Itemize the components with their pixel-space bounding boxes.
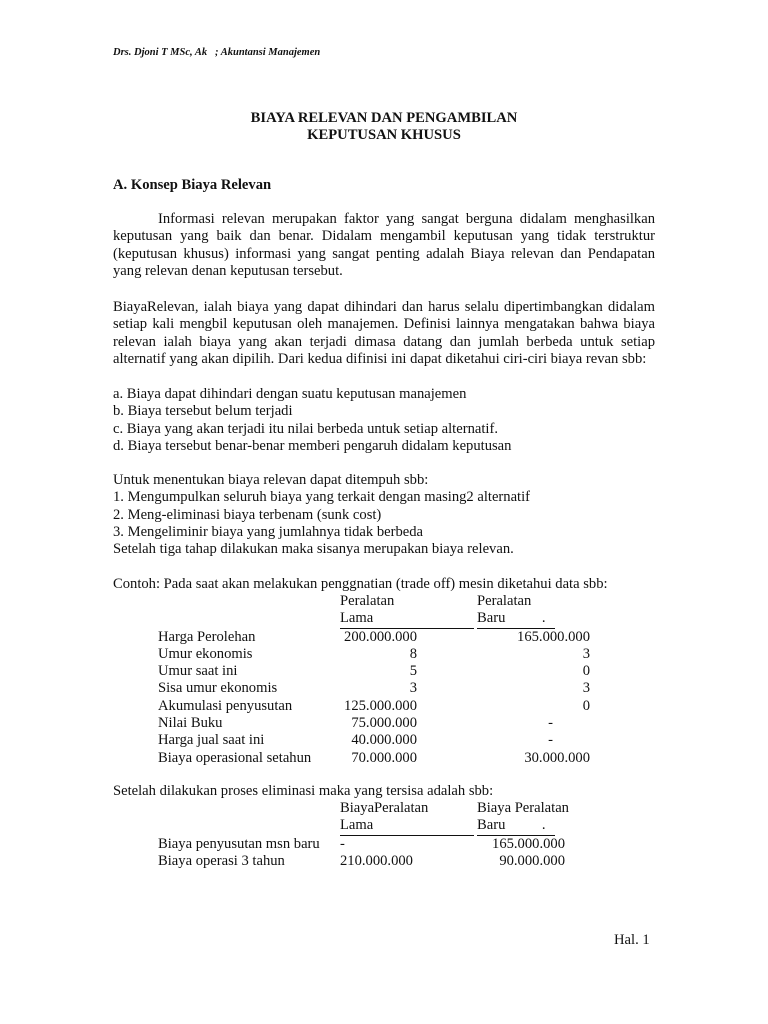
- row-label: Biaya operasional setahun: [158, 749, 312, 766]
- steps-intro: Untuk menentukan biaya relevan dapat ditempuh sbb:: [113, 472, 429, 488]
- row-label: Harga Perolehan: [158, 628, 256, 645]
- list-item: 1. Mengumpulkan seluruh biaya yang terkait dengan masing2 alternatif: [113, 489, 531, 506]
- list-item: 3. Mengeliminir biaya yang jumlahnya tidak berbeda: [113, 523, 424, 540]
- column-header: Baru .: [477, 817, 555, 835]
- characteristics-list: [113, 386, 673, 455]
- cell-value: 0: [582, 697, 590, 714]
- row-label: Harga jual saat ini: [158, 732, 265, 749]
- column-header: Lama: [340, 817, 474, 835]
- cell-value: 125.000.000: [344, 697, 417, 714]
- row-label: Biaya penyusutan msn baru: [158, 835, 320, 852]
- column-header: BiayaPeralatan: [340, 800, 429, 816]
- cell-value: -: [548, 732, 553, 749]
- steps-block: [113, 472, 673, 558]
- row-label: Umur ekonomis: [158, 645, 253, 662]
- table-row: [158, 663, 594, 680]
- cell-value: 70.000.000: [351, 749, 417, 766]
- list-item: b. Biaya tersebut belum terjadi: [113, 403, 293, 420]
- column-header: Baru .: [477, 610, 555, 628]
- list-item: 2. Meng-eliminasi biaya terbenam (sunk cost): [113, 506, 382, 523]
- table-header-row: [158, 593, 594, 610]
- cell-value: 8: [409, 645, 417, 662]
- table-header-row: [158, 817, 569, 835]
- table-row: [158, 698, 594, 715]
- table-row: [158, 715, 594, 732]
- column-header: Biaya Peralatan: [477, 800, 569, 816]
- list-item: d. Biaya tersebut benar-benar memberi pengaruh didalam keputusan: [113, 437, 512, 454]
- table-row: [158, 629, 594, 646]
- equipment-data-table: [158, 593, 594, 767]
- cell-value: 75.000.000: [351, 715, 417, 732]
- page-number: Hal. 1: [614, 932, 650, 948]
- column-header: Lama: [340, 610, 474, 628]
- row-label: Biaya operasi 3 tahun: [158, 852, 285, 869]
- table-row: [158, 732, 594, 749]
- cell-value: 30.000.000: [524, 749, 590, 766]
- table-row: [158, 750, 594, 767]
- relevant-cost-table: [158, 800, 569, 870]
- list-item: c. Biaya yang akan terjadi itu nilai berbeda untuk setiap alternatif.: [113, 420, 498, 437]
- table-header-row: [158, 610, 594, 628]
- row-label: Akumulasi penyusutan: [158, 697, 293, 714]
- table-header-row: [158, 800, 569, 817]
- cell-value: 40.000.000: [351, 732, 417, 749]
- table-row: [158, 646, 594, 663]
- list-item: a. Biaya dapat dihindari dengan suatu keputusan manajemen: [113, 386, 467, 402]
- paragraph-1: Informasi relevan merupakan faktor yang sangat berguna didalam menghasilkan keputusan yang baik dan benar. Didalam mengambil keputusan yang tidak terstruktur (keputusan khusus) informasi yang sangat penting adalah Biaya relevan dan Pendapatan yang relevan denan keputusan tersebut.: [113, 211, 655, 279]
- cell-value: 165.000.000: [517, 628, 590, 645]
- row-label: Umur saat ini: [158, 663, 238, 680]
- row-label: Nilai Buku: [158, 715, 223, 732]
- section-heading-a: A. Konsep Biaya Relevan: [113, 177, 272, 193]
- cell-value: 3: [582, 645, 590, 662]
- cell-value: -: [548, 715, 553, 732]
- cell-value: 90.000.000: [499, 852, 565, 869]
- document-title-line-1: BIAYA RELEVAN DAN PENGAMBILAN: [250, 110, 518, 126]
- cell-value: -: [340, 835, 345, 852]
- document-title-line-2: KEPUTUSAN KHUSUS: [307, 127, 461, 143]
- steps-outro: Setelah tiga tahap dilakukan maka sisanya merupakan biaya relevan.: [113, 541, 514, 558]
- cell-value: 210.000.000: [340, 852, 413, 869]
- example-intro: Contoh: Pada saat akan melakukan penggnatian (trade off) mesin diketahui data sbb:: [113, 576, 608, 592]
- cell-value: 0: [582, 663, 590, 680]
- page-header: Drs. Djoni T MSc, Ak ; Akuntansi Manajemen: [113, 47, 321, 58]
- paragraph-2: BiayaRelevan, ialah biaya yang dapat dihindari dan harus selalu dipertimbangkan didalam setiap kali mengbil keputusan oleh manajemen. Definisi lainnya mengatakan bahwa biaya relevan ialah biaya yang akan terjadi dimasa datang dan jumlah berbeda untuk setiap alternatif yang akan dipilih. Dari kedua difinisi ini dapat diketahui ciri-ciri biaya revan sbb:: [113, 299, 655, 367]
- cell-value: 5: [409, 663, 417, 680]
- column-header: Peralatan: [340, 593, 395, 609]
- table-row: [158, 836, 569, 853]
- cell-value: 3: [409, 680, 417, 697]
- cell-value: 165.000.000: [492, 835, 565, 852]
- table-row: [158, 853, 569, 870]
- column-header: Peralatan: [477, 593, 532, 609]
- cell-value: 3: [582, 680, 590, 697]
- table-row: [158, 680, 594, 697]
- cell-value: 200.000.000: [344, 628, 417, 645]
- elimination-intro: Setelah dilakukan proses eliminasi maka yang tersisa adalah sbb:: [113, 783, 494, 799]
- row-label: Sisa umur ekonomis: [158, 680, 278, 697]
